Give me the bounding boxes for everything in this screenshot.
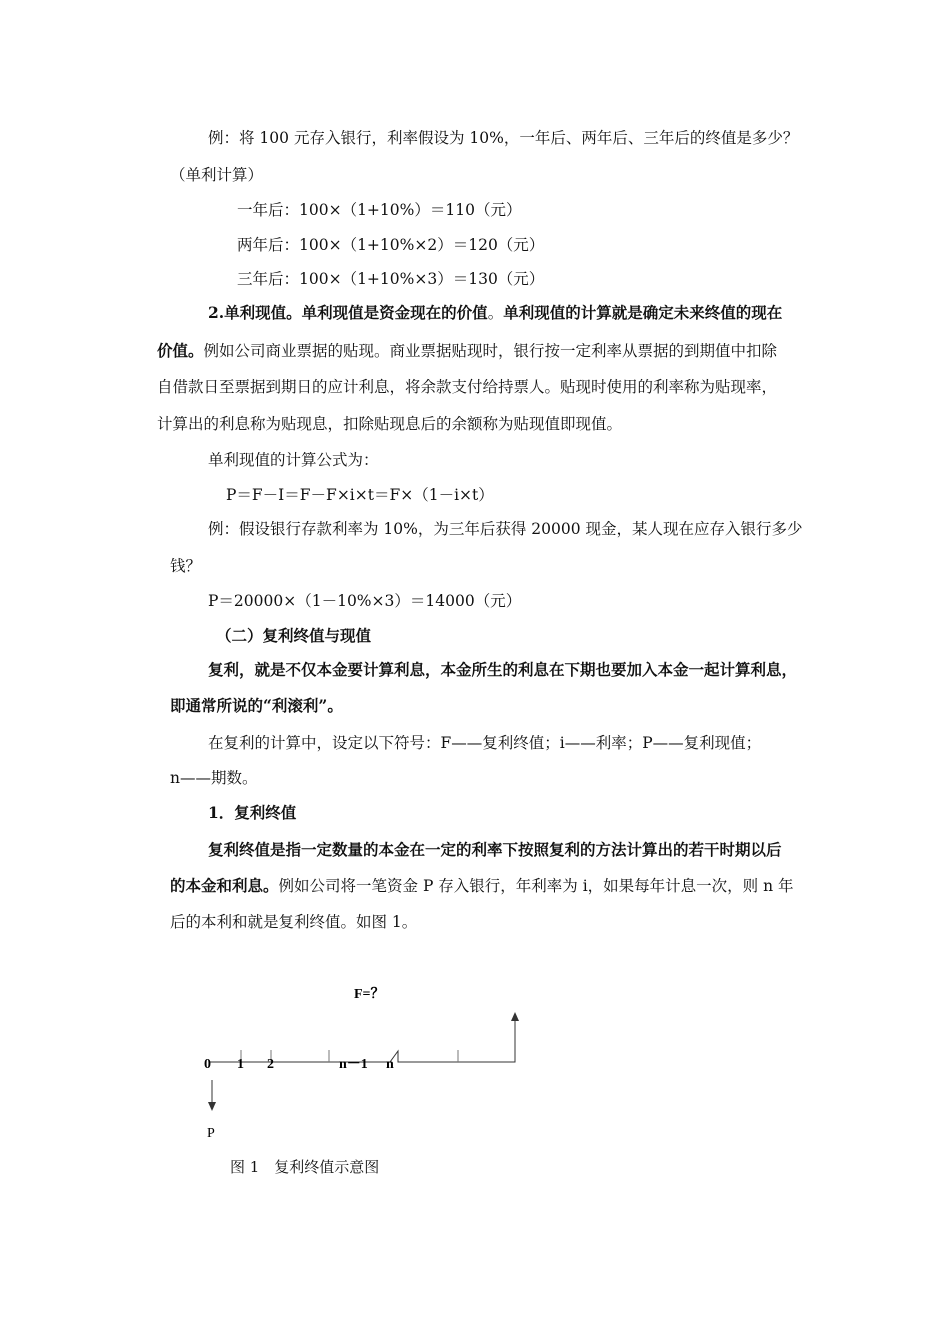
tick-label-2: 2 [267, 1057, 274, 1072]
present-value-label: P [207, 1126, 215, 1141]
down-arrowhead [208, 1102, 216, 1111]
symbols-line1: 在复利的计算中，设定以下符号：F——复利终值；i——利率；P——复利现值； [208, 734, 762, 752]
fv-definition-end: 的本金和利息。 [170, 876, 279, 895]
simple-pv-line4: 计算出的利息称为贴现息，扣除贴现息后的余额称为贴现值即现值。 [157, 415, 623, 433]
tick-label-n-minus-1: n－1 [339, 1057, 368, 1072]
simple-pv-period: 。 [487, 304, 504, 322]
compound-definition-line1: 复利，就是不仅本金要计算利息，本金所生的利息在下期也要加入本金一起计算利息， [208, 660, 798, 679]
simple-pv-line2 [157, 341, 777, 361]
example2-line1: 例：假设银行存款利率为 10%，为三年后获得 20000 现金，某人现在应存入银行多少 [208, 520, 803, 538]
example1-question: 例：将 100 元存入银行，利率假设为 10%，一年后、两年后、三年后的终值是多少？ [208, 129, 799, 147]
example2-line2: 钱？ [170, 557, 202, 575]
subsection-heading-fv: 1．复利终值 [208, 803, 297, 822]
tick-label-n: n [386, 1057, 394, 1072]
simple-pv-line1 [208, 303, 782, 323]
figure-caption: 图 1 复利终值示意图 [230, 1158, 380, 1176]
tick-label-0: 0 [204, 1057, 211, 1072]
tick-label-1: 1 [237, 1057, 244, 1072]
example2-calculation: P＝20000×（1－10%×3）＝14000（元） [208, 592, 522, 610]
simple-pv-line3: 自借款日至票据到期日的应计利息，将余款支付给持票人。贴现时使用的利率称为贴现率， [157, 378, 778, 396]
formula-intro: 单利现值的计算公式为： [208, 451, 379, 469]
up-arrowhead [511, 1012, 519, 1021]
simple-pv-heading: 2.单利现值。单利现值是资金现在的价值 [208, 303, 488, 322]
compound-definition-line2: 即通常所说的“利滚利”。 [170, 696, 343, 715]
example1-year2: 两年后：100×（1+10%×2）＝120（元） [237, 236, 545, 254]
timeline-line [210, 1018, 515, 1062]
future-value-label: F=？ [354, 987, 385, 1002]
fv-definition-line1: 复利终值是指一定数量的本金在一定的利率下按照复利的方法计算出的若干时期以后 [208, 840, 782, 859]
example1-note: （单利计算） [170, 166, 264, 184]
fv-definition-line3: 后的本利和就是复利终值。如图 1。 [170, 913, 418, 931]
section-heading-compound: （二）复利终值与现值 [216, 626, 372, 645]
simple-pv-definition-end: 价值。 [157, 341, 204, 360]
symbols-line2: n——期数。 [170, 769, 258, 787]
fv-example: 例如公司将一笔资金 P 存入银行，年利率为 i，如果每年计息一次，则 n 年 [278, 877, 794, 895]
simple-pv-example: 例如公司商业票据的贴现。商业票据贴现时，银行按一定利率从票据的到期值中扣除 [203, 342, 778, 360]
fv-definition-line2 [170, 876, 794, 896]
example1-year3: 三年后：100×（1+10%×3）＝130（元） [237, 270, 545, 288]
simple-pv-definition: 单利现值的计算就是确定未来终值的现在 [503, 303, 783, 322]
simple-pv-formula: P＝F－I＝F－F×i×t＝F×（1－i×t） [226, 486, 494, 504]
example1-year1: 一年后：100×（1+10%）＝110（元） [237, 201, 522, 219]
